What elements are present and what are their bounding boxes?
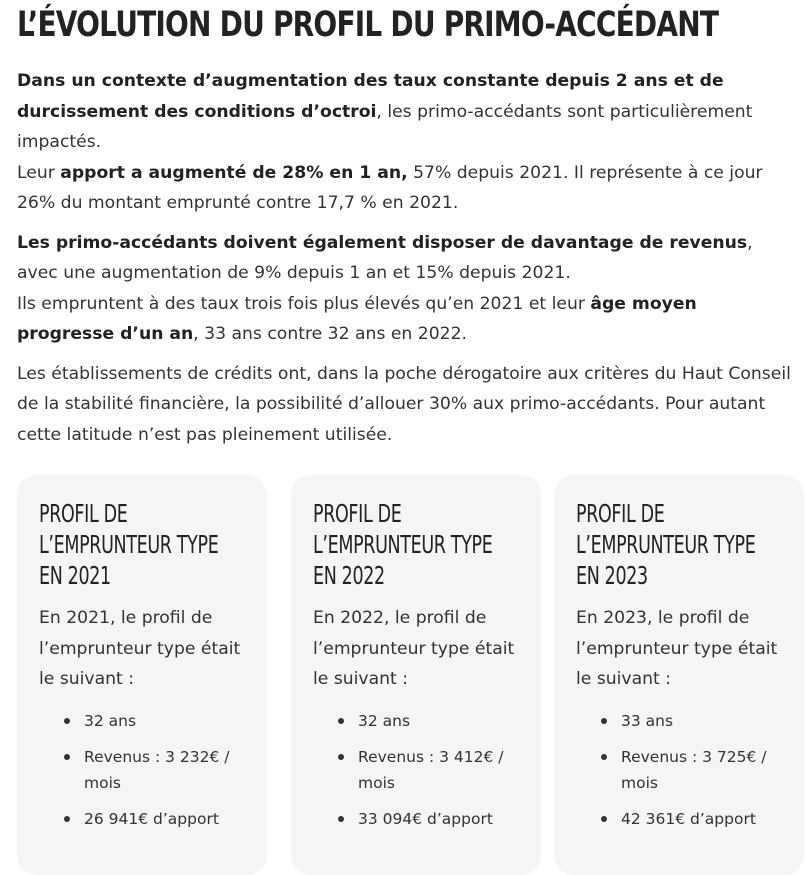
card-intro: En 2023, le profil de l’emprunteur type était le suivant : (576, 608, 778, 689)
card-intro: En 2021, le profil de l’emprunteur type était le suivant : (39, 608, 241, 689)
profile-list (576, 708, 791, 842)
intro-p1-text-2: Leur (17, 162, 61, 183)
profile-card-2021 (17, 475, 267, 875)
profile-list (39, 708, 254, 842)
intro-p2-bold-2: âge moyen progresse d’un an (17, 293, 697, 344)
page-title: L’ÉVOLUTION DU PROFIL DU PRIMO-ACCÉDANT (17, 5, 719, 45)
intro-paragraph-1 (17, 66, 797, 219)
profile-list (313, 708, 528, 842)
list-item: Revenus : 3 725€ / mois (621, 744, 791, 796)
intro-p1-bold-2: apport a augmenté de 28% en 1 an, (60, 162, 408, 183)
list-item: 32 ans (84, 708, 254, 734)
card-title: PROFIL DE L’EMPRUNTEUR TYPE EN 2022 (313, 499, 493, 590)
list-item: 33 094€ d’apport (358, 806, 528, 832)
intro-text (17, 66, 797, 459)
profile-card-2022 (291, 475, 541, 875)
list-item: 42 361€ d’apport (621, 806, 791, 832)
intro-p2-text-1: , avec une augmentation de 9% depuis 1 an et 15% depuis 2021. (17, 232, 753, 283)
intro-paragraph-3: Les établissements de crédits ont, dans la poche dérogatoire aux critères du Haut Conseil de la stabilité financière, la possibilité d’allouer 30% aux primo-accédants. Pour autant cette latitude n’est pas pleinement utilisée. (17, 363, 791, 445)
intro-p2-text-2: Ils empruntent à des taux trois fois plus élevés qu’en 2021 et leur (17, 293, 591, 314)
card-title: PROFIL DE L’EMPRUNTEUR TYPE EN 2021 (39, 499, 219, 590)
intro-p1-bold-1: Dans un contexte d’augmentation des taux constante depuis 2 ans et de durcissement des conditions d’octroi (17, 71, 724, 122)
list-item: Revenus : 3 412€ / mois (358, 744, 528, 796)
list-item: 33 ans (621, 708, 791, 734)
list-item: Revenus : 3 232€ / mois (84, 744, 254, 796)
card-intro: En 2022, le profil de l’emprunteur type était le suivant : (313, 608, 515, 689)
intro-paragraph-2 (17, 228, 797, 350)
card-title: PROFIL DE L’EMPRUNTEUR TYPE EN 2023 (576, 499, 756, 590)
intro-p2-text-3: , 33 ans contre 32 ans en 2022. (193, 324, 467, 344)
list-item: 32 ans (358, 708, 528, 734)
intro-p1-text-1: , les primo-accédants sont particulièrement impactés. (17, 101, 753, 152)
list-item: 26 941€ d’apport (84, 806, 254, 832)
profile-card-2023 (554, 475, 804, 875)
intro-p1-text-3: 57% depuis 2021. Il représente à ce jour 26% du montant emprunté contre 17,7 % en 2021. (17, 162, 763, 213)
intro-p2-bold-1: Les primo-accédants doivent également disposer de davantage de revenus (17, 232, 748, 253)
